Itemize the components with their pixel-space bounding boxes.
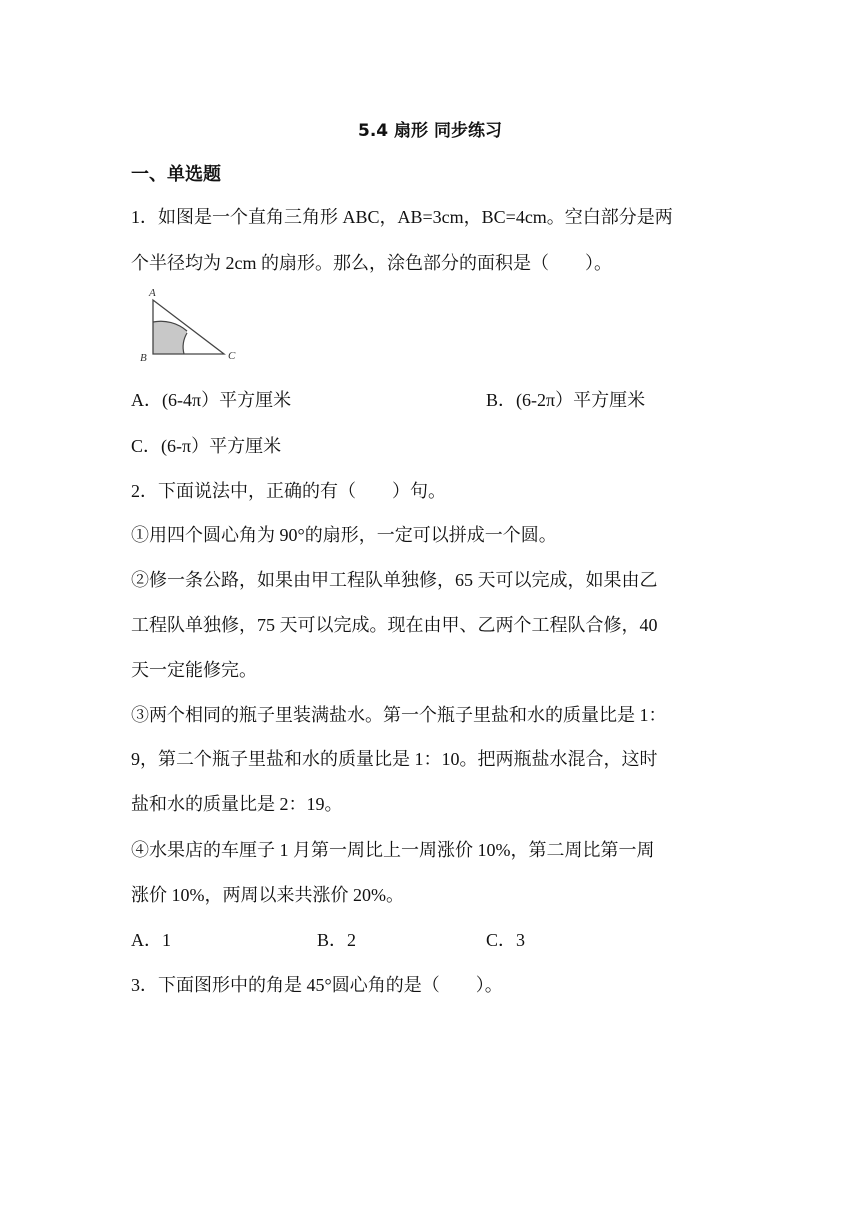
q2-statement-2-line-1: ②修一条公路，如果由甲工程队单独修，65 天可以完成，如果由乙 [131,570,658,590]
q2-stem: 2．下面说法中，正确的有（ ）句。 [131,481,446,501]
q1-stem-line-2: 个半径均为 2cm 的扇形。那么，涂色部分的面积是（ ）。 [131,253,612,273]
q1-shaded-region [153,321,187,354]
q2-statement-2-line-2: 工程队单独修，75 天可以完成。现在由甲、乙两个工程队合修，40 [131,615,658,635]
q3-stem: 3．下面图形中的角是 45°圆心角的是（ ）。 [131,975,503,995]
q2-option-c[interactable]: C．3 [486,930,526,950]
q1-stem-line-1: 1．如图是一个直角三角形 ABC，AB=3cm，BC=4cm。空白部分是两 [131,207,673,227]
q2-option-a[interactable]: A．1 [131,930,171,950]
q2-statement-3-line-2: 9，第二个瓶子里盐和水的质量比是 1：10。把两瓶盐水混合，这时 [131,749,658,769]
q1-label-c: C [228,350,236,362]
q1-option-a[interactable]: A．(6-4π）平方厘米 [131,390,292,410]
q2-option-b[interactable]: B．2 [317,930,357,950]
section-heading: 一、单选题 [131,164,221,185]
q2-statement-1: ①用四个圆心角为 90°的扇形，一定可以拼成一个圆。 [131,525,557,545]
q1-label-b: B [140,352,147,364]
page-title: 5.4 扇形 同步练习 [358,121,502,141]
q1-option-c[interactable]: C．(6-π）平方厘米 [131,436,282,456]
q2-statement-3-line-3: 盐和水的质量比是 2：19。 [131,794,343,814]
q2-statement-2-line-3: 天一定能修完。 [131,660,257,680]
q2-statement-4-line-2: 涨价 10%，两周以来共涨价 20%。 [131,885,404,905]
q1-label-a: A [149,287,156,299]
q2-statement-4-line-1: ④水果店的车厘子 1 月第一周比上一周涨价 10%，第二周比第一周 [131,840,655,860]
q1-option-b[interactable]: B．(6-2π）平方厘米 [486,390,646,410]
q2-statement-3-line-1: ③两个相同的瓶子里装满盐水。第一个瓶子里盐和水的质量比是 1： [131,705,667,725]
q1-triangle-figure [136,285,246,365]
